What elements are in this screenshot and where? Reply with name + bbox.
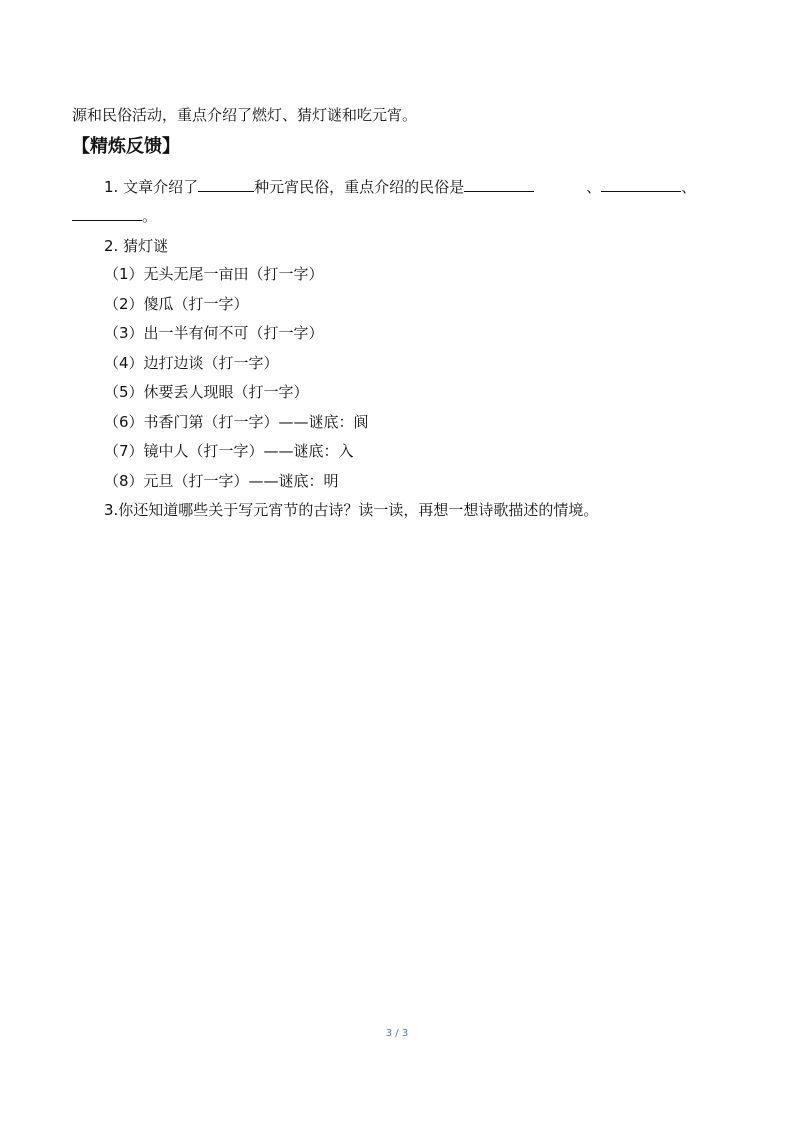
question-1-separator-2: 、 [681,178,697,196]
riddle-item-5: （5）休要丢人现眼（打一字） [104,383,309,401]
riddle-item-6: （6）书香门第（打一字）——谜底：阆 [104,413,369,431]
answer-blank-3[interactable] [601,177,681,192]
question-3: 3.你还知道哪些关于写元宵节的古诗？读一读，再想一想诗歌描述的情境。 [104,501,599,519]
question-1-text-a: 文章介绍了 [123,178,199,196]
riddle-item-8: （8）元旦（打一字）——谜底：明 [104,472,339,490]
question-1-line-1 [104,177,696,197]
page-number: 3 / 3 [385,1028,409,1039]
riddle-item-4: （4）边打边谈（打一字） [104,354,279,372]
answer-blank-4[interactable] [72,206,142,221]
intro-line: 源和民俗活动，重点介绍了燃灯、猜灯谜和吃元宵。 [72,106,418,124]
question-1-separator-1: 、 [586,178,602,196]
riddle-item-3: （3）出一半有何不可（打一字） [104,324,324,342]
question-2-title: 2. 猜灯谜 [104,237,169,255]
answer-blank-2[interactable] [464,177,534,192]
section-heading: 【精炼反馈】 [72,136,180,157]
question-1-number: 1. [104,178,119,196]
riddle-item-2: （2）傻瓜（打一字） [104,295,249,313]
riddle-item-7: （7）镜中人（打一字）——谜底：入 [104,442,354,460]
question-1-text-b: 种元宵民俗，重点介绍的民俗是 [254,178,465,196]
riddle-item-1: （1）无头无尾一亩田（打一字） [104,265,324,283]
question-1-line-2 [72,206,157,226]
question-1-end: 。 [142,207,158,225]
answer-blank-1[interactable] [198,177,254,192]
